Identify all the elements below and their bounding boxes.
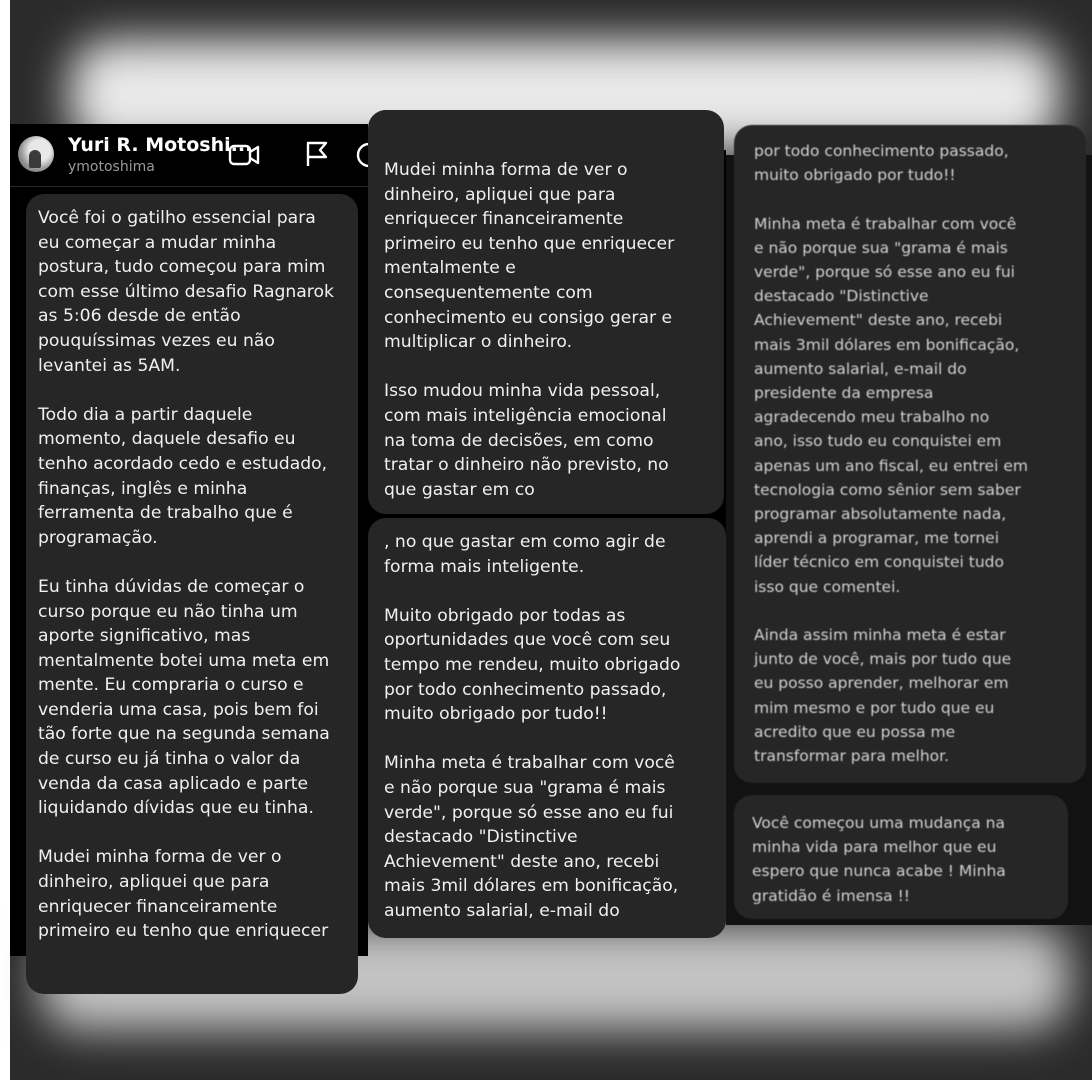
flag-icon[interactable] xyxy=(304,140,330,168)
collage-background xyxy=(10,0,1092,1080)
message-bubble: por todo conhecimento passado, muito obrigado por tudo!! Minha meta é trabalhar com você e não porque sua "grama é mais verde", porque só esse ano eu fui destacado "Distinctive Achievement" deste ano, recebi mais 3mil dólares em bonificação, aumento salarial, e-mail do presidente da empresa agradecendo meu trabalho no ano, isso tudo eu conquistei em apenas um ano fiscal, eu entrei em tecnologia como sênior sem saber programar absolutamente nada, aprendi a programar, me tornei líder técnico em conquistei tudo isso que comentei. Ainda assim minha meta é estar junto de você, mais por tudo que eu posso aprender, melhorar em mim mesmo e por tudo que eu acredito que eu possa me transformar para melhor. xyxy=(734,125,1086,783)
profile-name[interactable]: Yuri R. Motoshi... xyxy=(68,134,253,156)
chat-screenshot-1 xyxy=(10,124,368,956)
chat-screenshot-2 xyxy=(368,150,726,922)
message-bubble: Você começou uma mudança na minha vida para melhor que eu espero que nunca acabe ! Minha gratidão é imensa !! xyxy=(734,795,1068,919)
profile-handle: ymotoshima xyxy=(68,159,155,175)
chat-header xyxy=(10,124,368,196)
header-divider xyxy=(10,186,368,187)
message-bubble: Você foi o gatilho essencial para eu começar a mudar minha postura, tudo começou para mim com esse último desafio Ragnarok as 5:06 desde de então pouquíssimas vezes eu não levantei as 5AM. Todo dia a partir daquele momento, daquele desafio eu tenho acordado cedo e estudado, finanças, inglês e minha ferramenta de trabalho que é programação. Eu tinha dúvidas de começar o curso porque eu não tinha um aporte significativo, mas mentalmente botei uma meta em mente. Eu compraria o curso e venderia uma casa, pois bem foi tão forte que na segunda semana de curso eu já tinha o valor da venda da casa aplicado e parte liquidando dívidas que eu tinha. Mudei minha forma de ver o dinheiro, apliquei que para enriquecer financeiramente primeiro eu tenho que enriquecer xyxy=(26,194,358,994)
chat-screenshot-3 xyxy=(726,142,1092,925)
message-bubble: , no que gastar em como agir de forma mais inteligente. Muito obrigado por todas as oportunidades que você com seu tempo me rendeu, muito obrigado por todo conhecimento passado, muito obrigado por tudo!! Minha meta é trabalhar com você e não porque sua "grama é mais verde", porque só esse ano eu fui destacado "Distinctive Achievement" deste ano, recebi mais 3mil dólares em bonificação, aumento salarial, e-mail do xyxy=(368,518,726,938)
video-icon[interactable] xyxy=(228,142,260,168)
avatar[interactable] xyxy=(18,136,54,172)
message-bubble: Mudei minha forma de ver o dinheiro, apliquei que para enriquecer financeiramente primeiro eu tenho que enriquecer mentalmente e consequentemente com conhecimento eu consigo gerar e multiplicar o dinheiro. Isso mudou minha vida pessoal, com mais inteligência emocional na toma de decisões, em como tratar o dinheiro não previsto, no que gastar em co xyxy=(368,110,724,514)
